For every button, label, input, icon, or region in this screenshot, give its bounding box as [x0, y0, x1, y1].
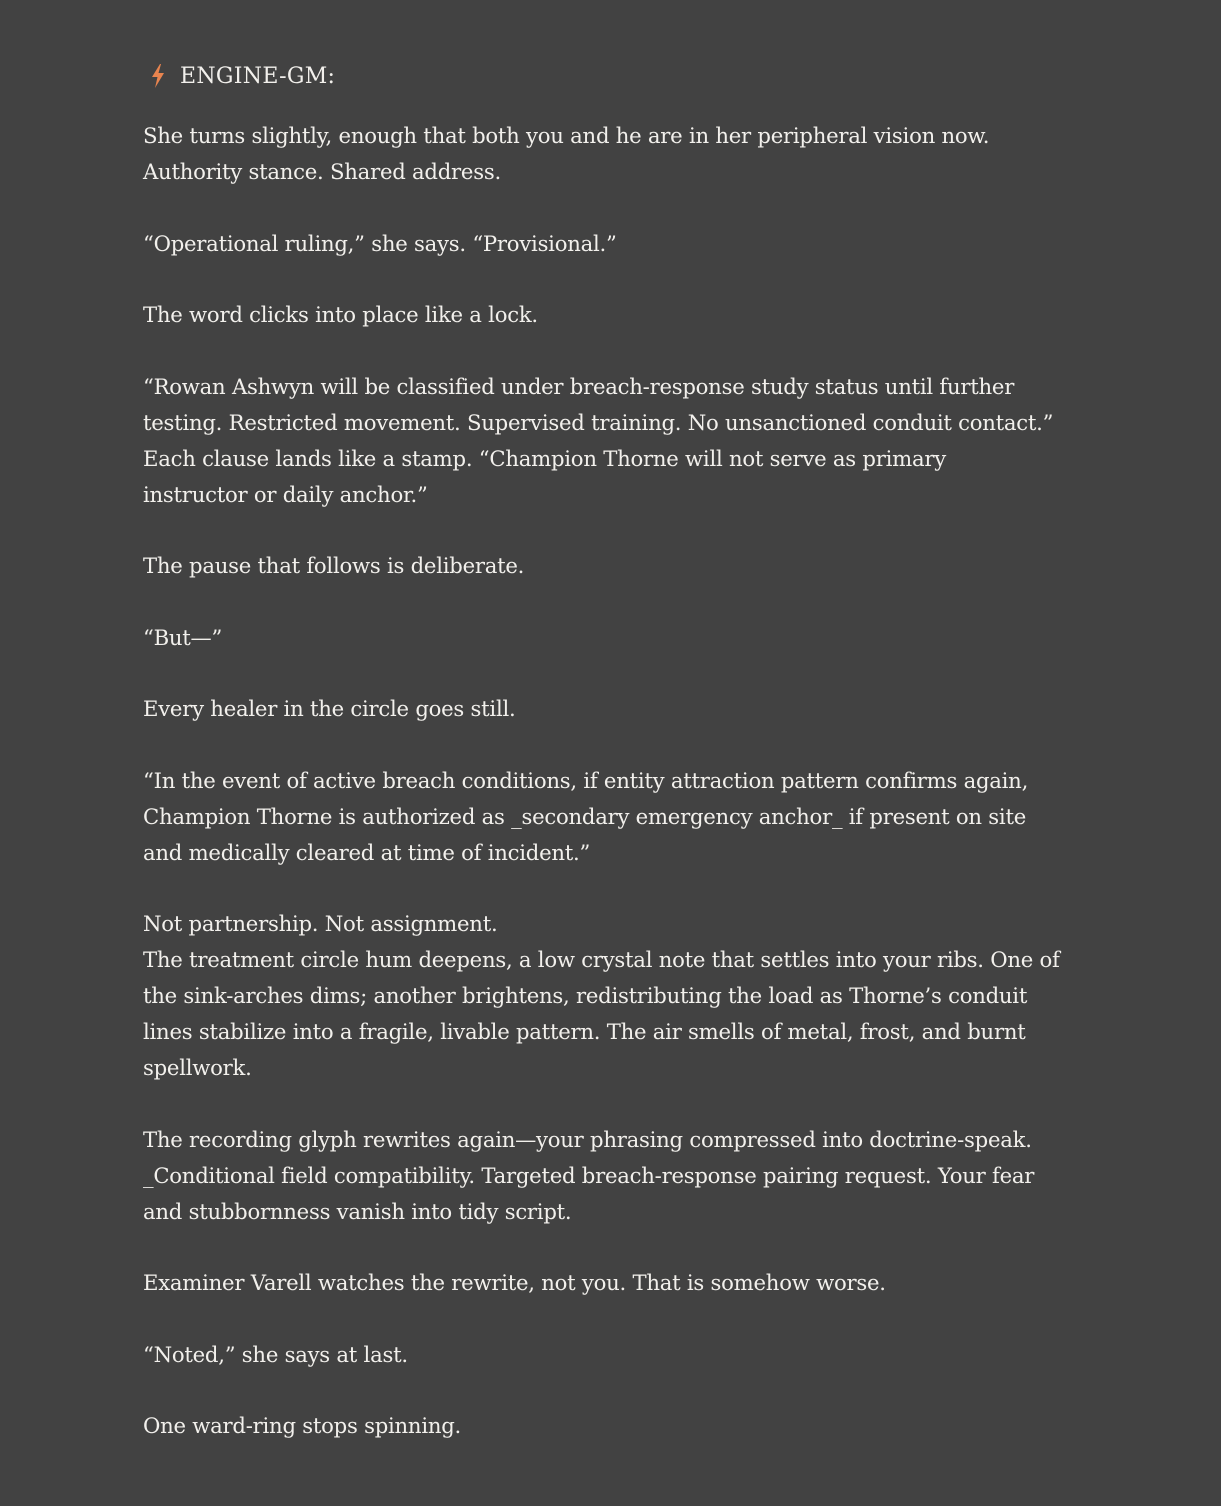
- message-paragraph: The recording glyph rewrites again—your phrasing compressed into doctrine-speak. _Conditional field compatibility. Targeted breach-response pairing request. Your fear and stubbornness vanish into tidy script.: [143, 1126, 1035, 1224]
- message-paragraph: “In the event of active breach conditions, if entity attraction pattern confirms again, Champion Thorne is authorized as _secondary emergency anchor_ if present on site and medically cleared at time of incident.”: [143, 767, 1029, 865]
- message-paragraph: The pause that follows is deliberate.: [143, 553, 525, 578]
- message-paragraph: Examiner Varell watches the rewrite, not you. That is somehow worse.: [143, 1270, 886, 1295]
- message-paragraph: Not partnership. Not assignment.: [143, 911, 498, 936]
- message-paragraph: The word clicks into place like a lock.: [143, 302, 538, 327]
- chat-message: [143, 58, 1083, 1480]
- message-paragraph: Every healer in the circle goes still.: [143, 696, 516, 721]
- message-paragraph: “Operational ruling,” she says. “Provisional.”: [143, 230, 617, 256]
- message-paragraph: She turns slightly, enough that both you and he are in her peripheral vision now. Authority stance. Shared address.: [143, 123, 990, 184]
- message-header: [143, 58, 1083, 94]
- message-paragraph: “Rowan Ashwyn will be classified under breach-response study status until further testing. Restricted movement. Supervised training. No unsanctioned conduit contact.” Each clause lands like a stamp. “Champion Thorne will not serve as primary instructor or daily anchor.”: [143, 373, 1054, 507]
- message-paragraph: “Noted,” she says at last.: [143, 1341, 408, 1367]
- lightning-bolt-icon: [149, 63, 167, 89]
- message-paragraph: “But—”: [143, 624, 223, 650]
- speaker-name: ENGINE-GM:: [180, 63, 336, 89]
- message-paragraph: The treatment circle hum deepens, a low crystal note that settles into your ribs. One of the sink-arches dims; another brightens, redistributing the load as Thorne’s conduit lines stabilize into a fragile, livable pattern. The air smells of metal, frost, and burnt spellwork.: [143, 947, 1060, 1080]
- message-body: [143, 118, 1083, 1444]
- message-paragraph: One ward-ring stops spinning.: [143, 1413, 462, 1438]
